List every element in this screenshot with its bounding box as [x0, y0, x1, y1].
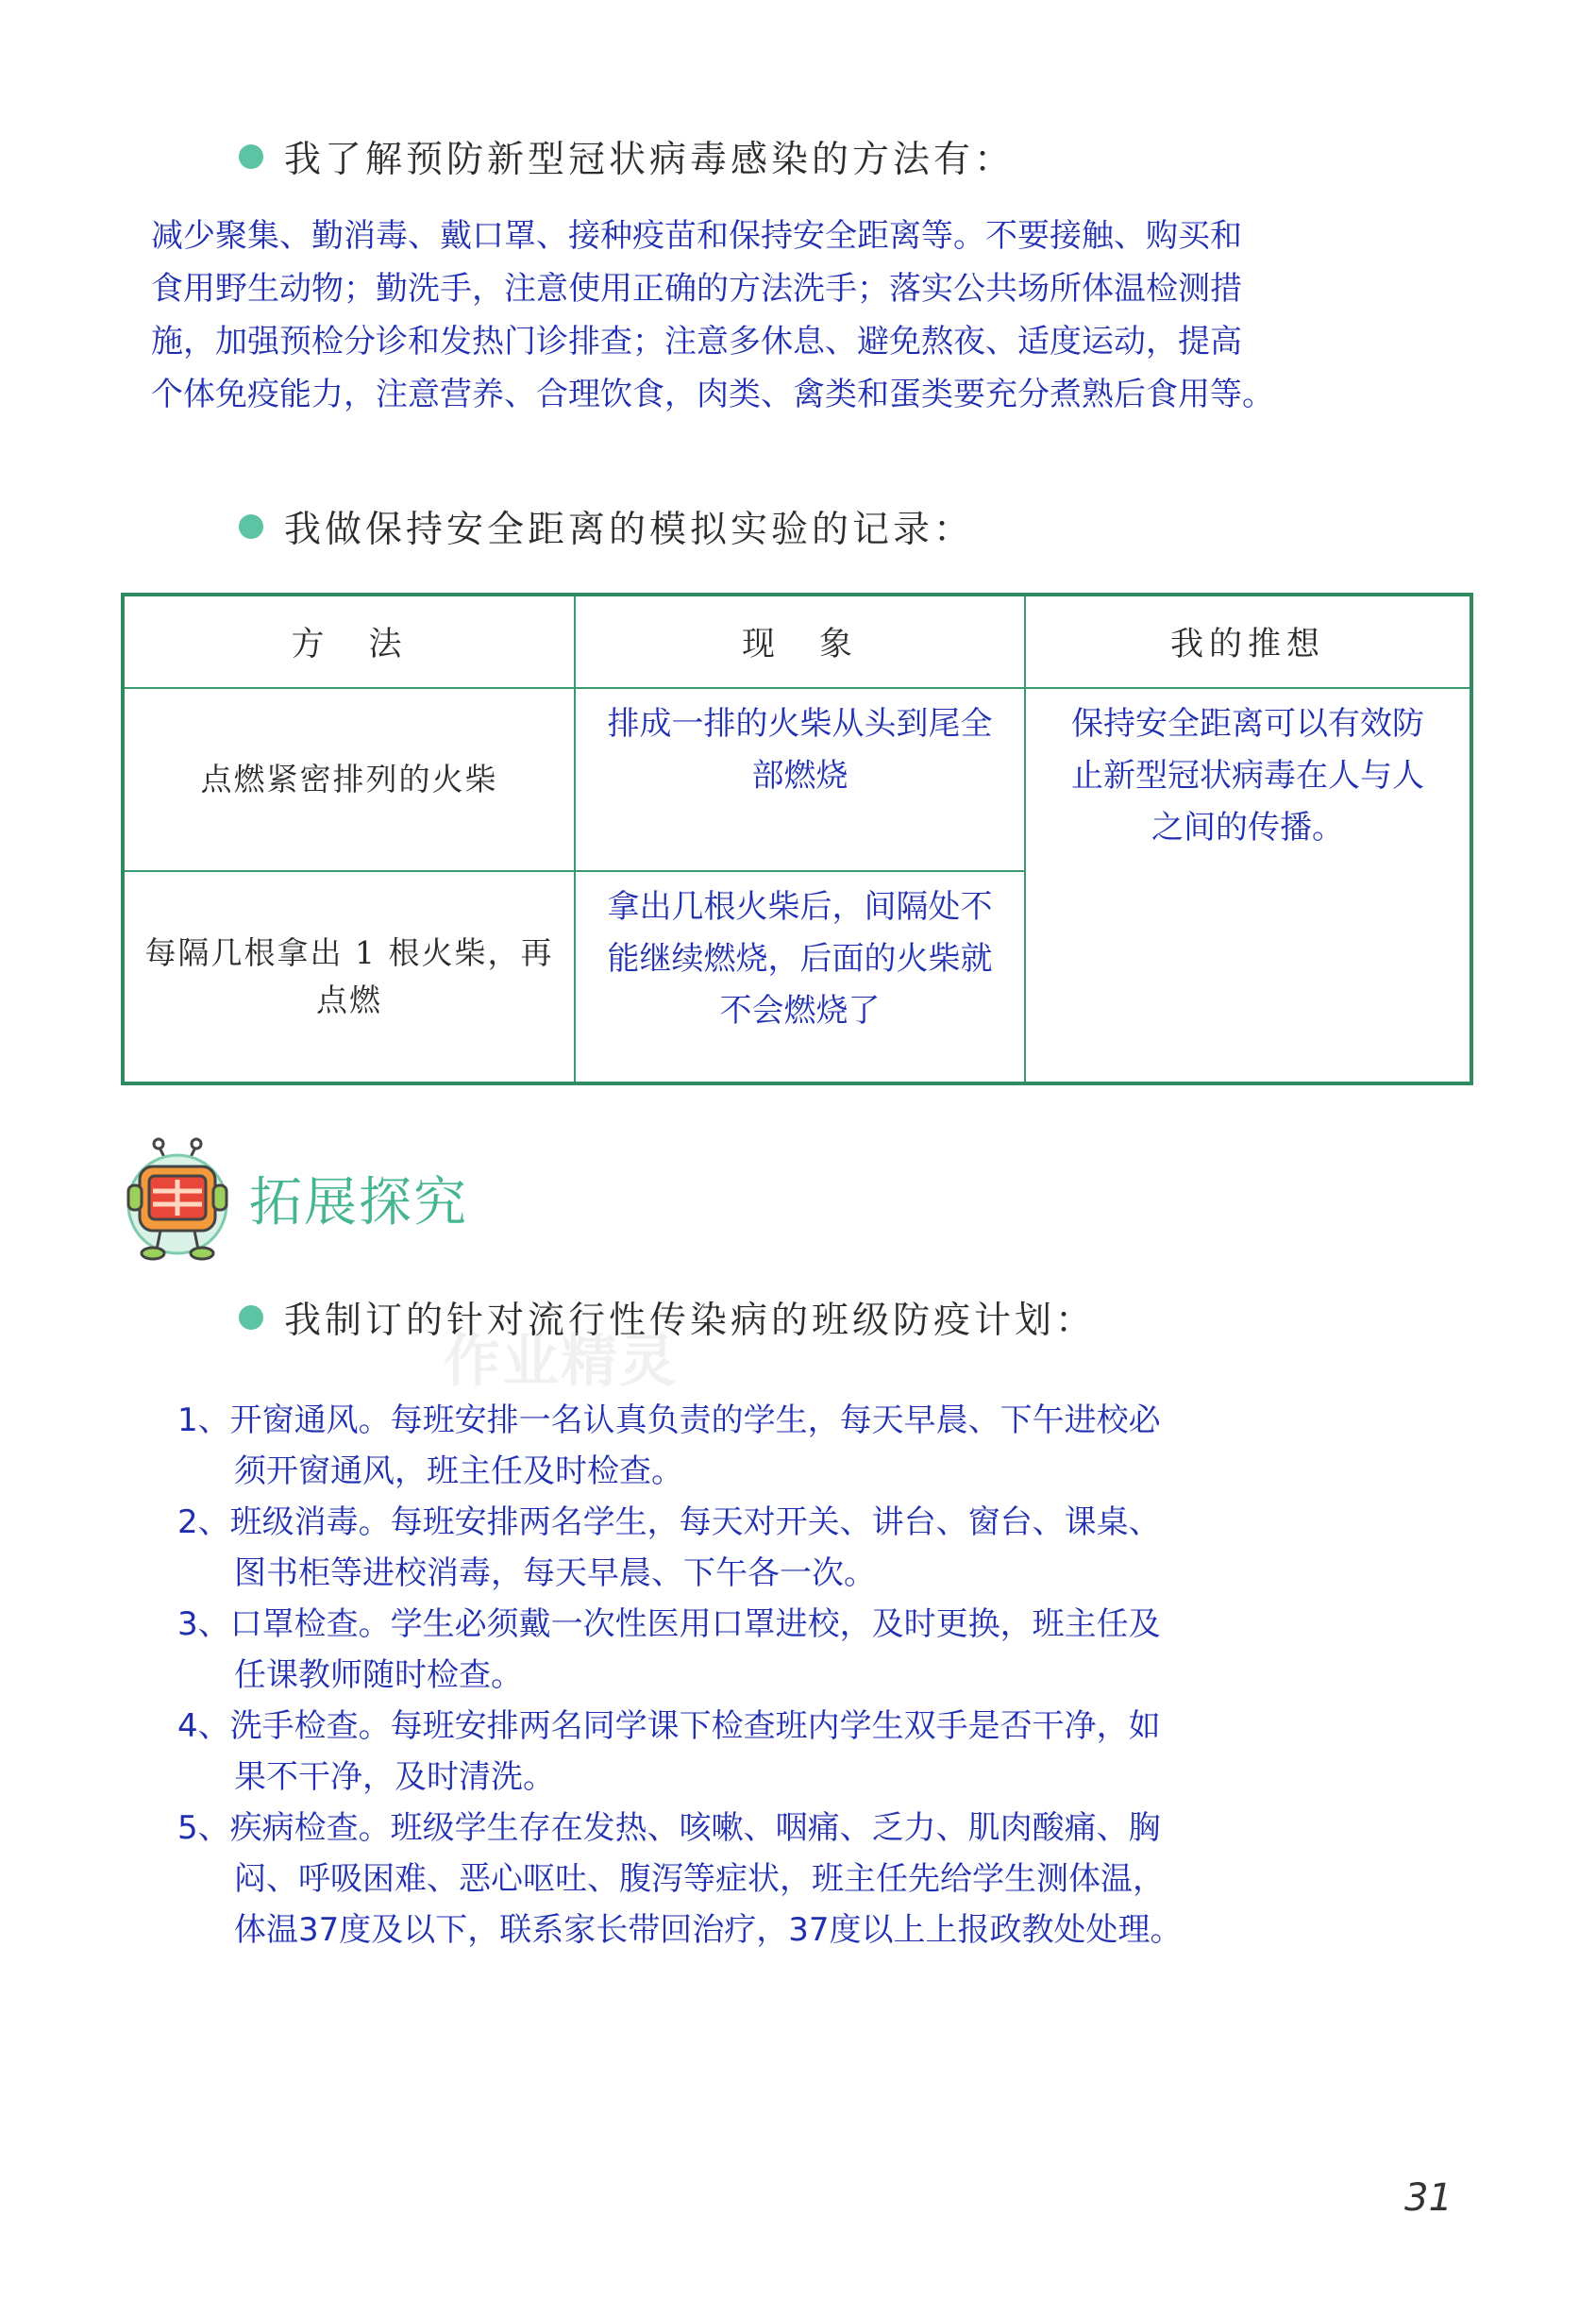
- experiment-heading-text: 我做保持安全距离的模拟实验的记录：: [284, 509, 975, 551]
- plan-item-2: [177, 1497, 1183, 1599]
- bullet-dot-icon: [239, 144, 263, 169]
- prevention-heading-text: 我了解预防新型冠状病毒感染的方法有：: [284, 139, 1016, 181]
- plan-line: 任课教师随时检查。: [234, 1656, 523, 1694]
- plan-line: 图书柜等进校消毒，每天早晨、下午各一次。: [234, 1554, 876, 1592]
- plan-line: 5、疾病检查。班级学生存在发热、咳嗽、咽痛、乏力、肌肉酸痛、胸: [177, 1809, 1161, 1847]
- plan-line: 体温37度及以下，联系家长带回治疗，37度以上上报政教处处理。: [234, 1911, 1183, 1949]
- answer-line: 减少聚集、勤消毒、戴口罩、接种疫苗和保持安全距离等。不要接触、购买和: [151, 217, 1242, 255]
- table-cell-method-2: 每隔几根拿出 1 根火柴，再点燃: [144, 934, 554, 1018]
- table-header-inference: 我的推想: [1169, 626, 1325, 663]
- plan-item-5: [177, 1803, 1183, 1955]
- plan-heading-text: 我制订的针对流行性传染病的班级防疫计划：: [284, 1300, 1097, 1342]
- plan-item-3: [177, 1599, 1183, 1701]
- table-cell-phenomenon-1: 排成一排的火柴从头到尾全部燃烧: [607, 705, 993, 795]
- plan-line: 4、洗手检查。每班安排两名同学课下检查班内学生双手是否干净，如: [177, 1707, 1161, 1745]
- plan-line: 果不干净，及时清洗。: [234, 1758, 555, 1796]
- table-header-phenomenon: 现 象: [741, 626, 858, 663]
- robot-tv-icon: [121, 1133, 234, 1265]
- experiment-record-table: [121, 593, 1473, 1085]
- page-number: 31: [1404, 2176, 1453, 2220]
- plan-line: 1、开窗通风。每班安排一名认真负责的学生，每天早晨、下午进校必: [177, 1401, 1161, 1439]
- watermark: 作业精灵: [444, 1329, 678, 1395]
- plan-line: 2、班级消毒。每班安排两名学生，每天对开关、讲台、窗台、课桌、: [177, 1503, 1161, 1541]
- explore-section-header: [121, 1133, 468, 1265]
- plan-line: 3、口罩检查。学生必须戴一次性医用口罩进校，及时更换，班主任及: [177, 1605, 1161, 1643]
- section-heading-experiment: [239, 500, 974, 553]
- prevention-answer: [151, 210, 1274, 421]
- plan-item-4: [177, 1701, 1183, 1803]
- plan-line: 须开窗通风，班主任及时检查。: [234, 1452, 683, 1490]
- answer-line: 食用野生动物；勤洗手，注意使用正确的方法洗手；落实公共场所体温检测措: [151, 270, 1242, 308]
- table-cell-method-1: 点燃紧密排列的火柴: [200, 761, 498, 797]
- plan-item-1: [177, 1395, 1183, 1497]
- answer-line: 施，加强预检分诊和发热门诊排查；注意多休息、避免熬夜、适度运动，提高: [151, 323, 1242, 361]
- explore-title: 拓展探究: [249, 1172, 468, 1234]
- section-heading-prevention: [239, 130, 1015, 183]
- table-cell-phenomenon-2: 拿出几根火柴后，间隔处不能继续燃烧，后面的火柴就不会燃烧了: [607, 888, 993, 1030]
- table-cell-inference: 保持安全距离可以有效防止新型冠状病毒在人与人之间的传播。: [1071, 705, 1424, 847]
- plan-list: [177, 1395, 1183, 1955]
- bullet-dot-icon: [239, 1305, 263, 1330]
- bullet-dot-icon: [239, 514, 263, 539]
- answer-line: 个体免疫能力，注意营养、合理饮食，肉类、禽类和蛋类要充分煮熟后食用等。: [151, 376, 1274, 413]
- table-header-method: 方 法: [291, 626, 408, 663]
- plan-line: 闷、呼吸困难、恶心呕吐、腹泻等症状，班主任先给学生测体温，: [234, 1860, 1165, 1898]
